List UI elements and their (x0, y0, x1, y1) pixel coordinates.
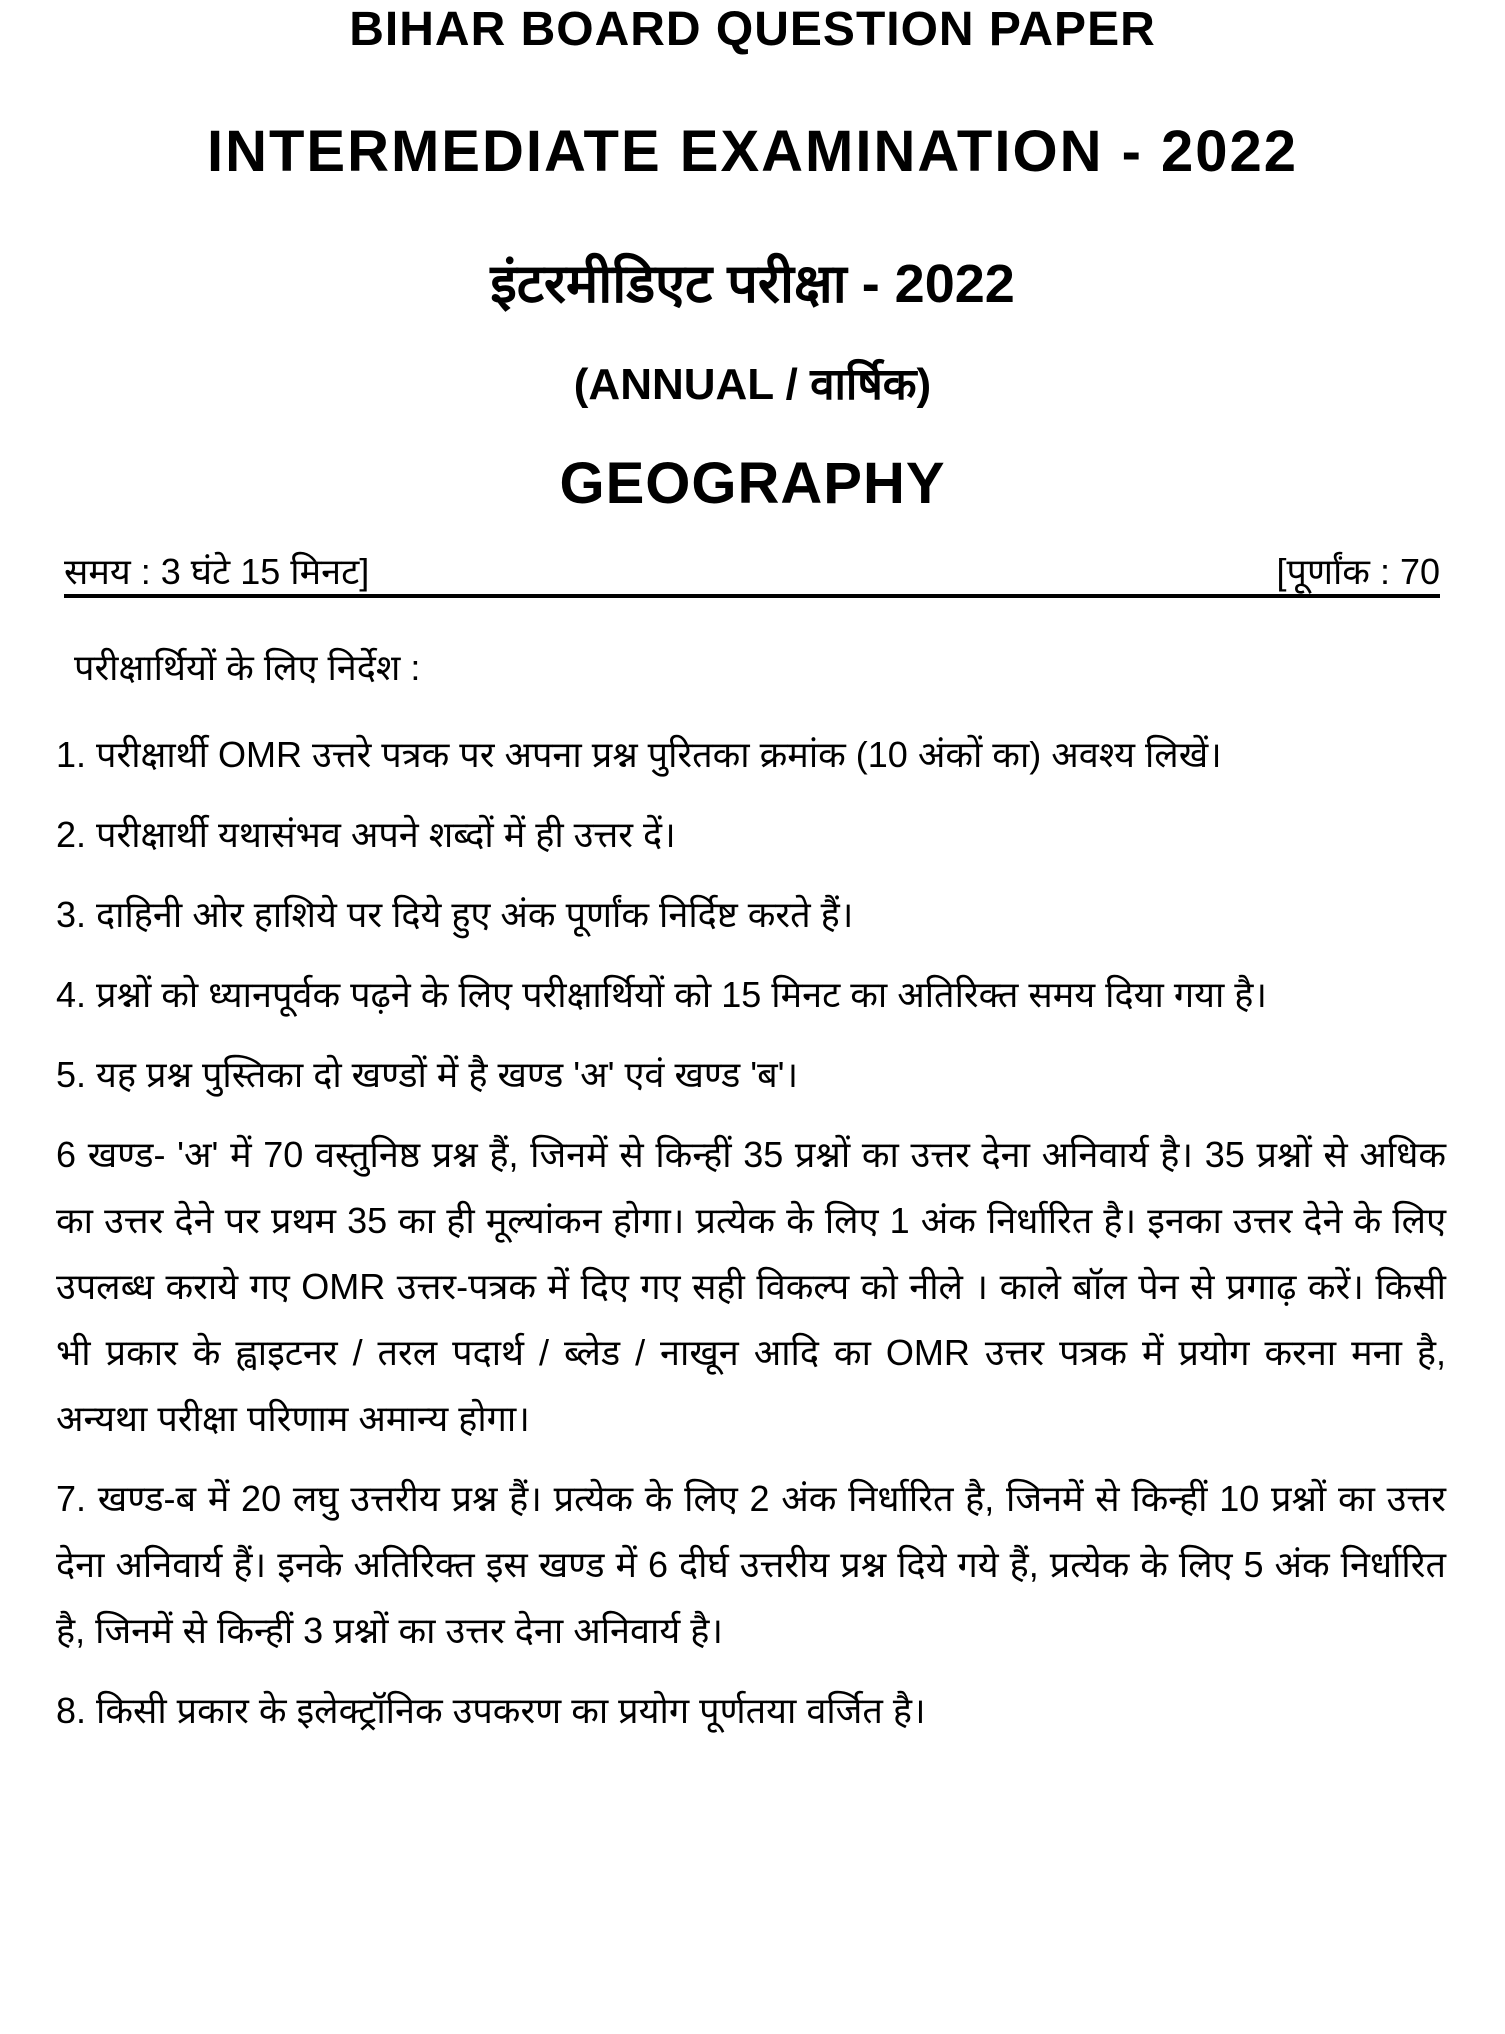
instruction-item: 6 खण्ड- 'अ' में 70 वस्तुनिष्ठ प्रश्न हैं, जिनमें से किन्हीं 35 प्रश्नों का उत्तर देना अनिवार्य है। 35 प्रश्नों से अधिक का उत्तर देने पर प्रथम 35 का ही मूल्यांकन होगा। प्रत्येक के लिए 1 अंक निर्धारित है। इनका उत्तर देने के लिए उपलब्ध कराये गए OMR उत्तर-पत्रक में दिए गए सही विकल्प को नीले । काले बॉल पेन से प्रगाढ़ करें। किसी भी प्रकार के ह्वाइटनर / तरल पदार्थ / ब्लेड / नाखून आदि का OMR उत्तर पत्रक में प्रयोग करना मना है, अन्यथा परीक्षा परिणाम अमान्य होगा। (56, 1134, 1446, 1439)
subject-title: GEOGRAPHY (559, 451, 946, 516)
instructions-heading: परीक्षार्थियों के लिए निर्देश : (74, 647, 421, 688)
exam-title-english: INTERMEDIATE EXAMINATION - 2022 (206, 119, 1299, 184)
instruction-item: 2. परीक्षार्थी यथासंभव अपने शब्दों में ही उत्तर दें। (56, 814, 676, 855)
instruction-item: 3. दाहिनी ओर हाशिये पर दिये हुए अंक पूर्णांक निर्दिष्ट करते हैं। (56, 894, 854, 935)
instruction-item: 5. यह प्रश्न पुस्तिका दो खण्डों में है खण्ड 'अ' एवं खण्ड 'ब'। (56, 1054, 799, 1095)
instruction-item: 4. प्रश्नों को ध्यानपूर्वक पढ़ने के लिए परीक्षार्थियों को 15 मिनट का अतिरिक्त समय दिया गया है। (56, 974, 1268, 1015)
exam-session: (ANNUAL / वार्षिक) (573, 360, 932, 409)
instruction-item: 1. परीक्षार्थी OMR उत्तरे पत्रक पर अपना प्रश्न पुरितका क्रमांक (10 अंकों का) अवश्य लिखें। (56, 734, 1222, 775)
instruction-item: 7. खण्ड-ब में 20 लघु उत्तरीय प्रश्न हैं। प्रत्येक के लिए 2 अंक निर्धारित है, जिनमें से किन्हीं 10 प्रश्नों का उत्तर देना अनिवार्य हैं। इनके अतिरिक्त इस खण्ड में 6 दीर्घ उत्तरीय प्रश्न दिये गये हैं, प्रत्येक के लिए 5 अंक निर्धारित है, जिनमें से किन्हीं 3 प्रश्नों का उत्तर देना अनिवार्य है। (56, 1478, 1446, 1651)
instructions-list (56, 722, 1446, 1758)
full-marks: [पूर्णांक : 70 (1276, 551, 1440, 592)
time-marks-row (64, 552, 1440, 598)
exam-title-hindi: इंटरमीडिएट परीक्षा - 2022 (490, 254, 1015, 314)
board-title: BIHAR BOARD QUESTION PAPER (349, 3, 1156, 56)
instruction-item: 8. किसी प्रकार के इलेक्ट्रॉनिक उपकरण का प्रयोग पूर्णतया वर्जित है। (56, 1690, 926, 1731)
time-allowed: समय : 3 घंटे 15 मिनट] (64, 551, 370, 592)
